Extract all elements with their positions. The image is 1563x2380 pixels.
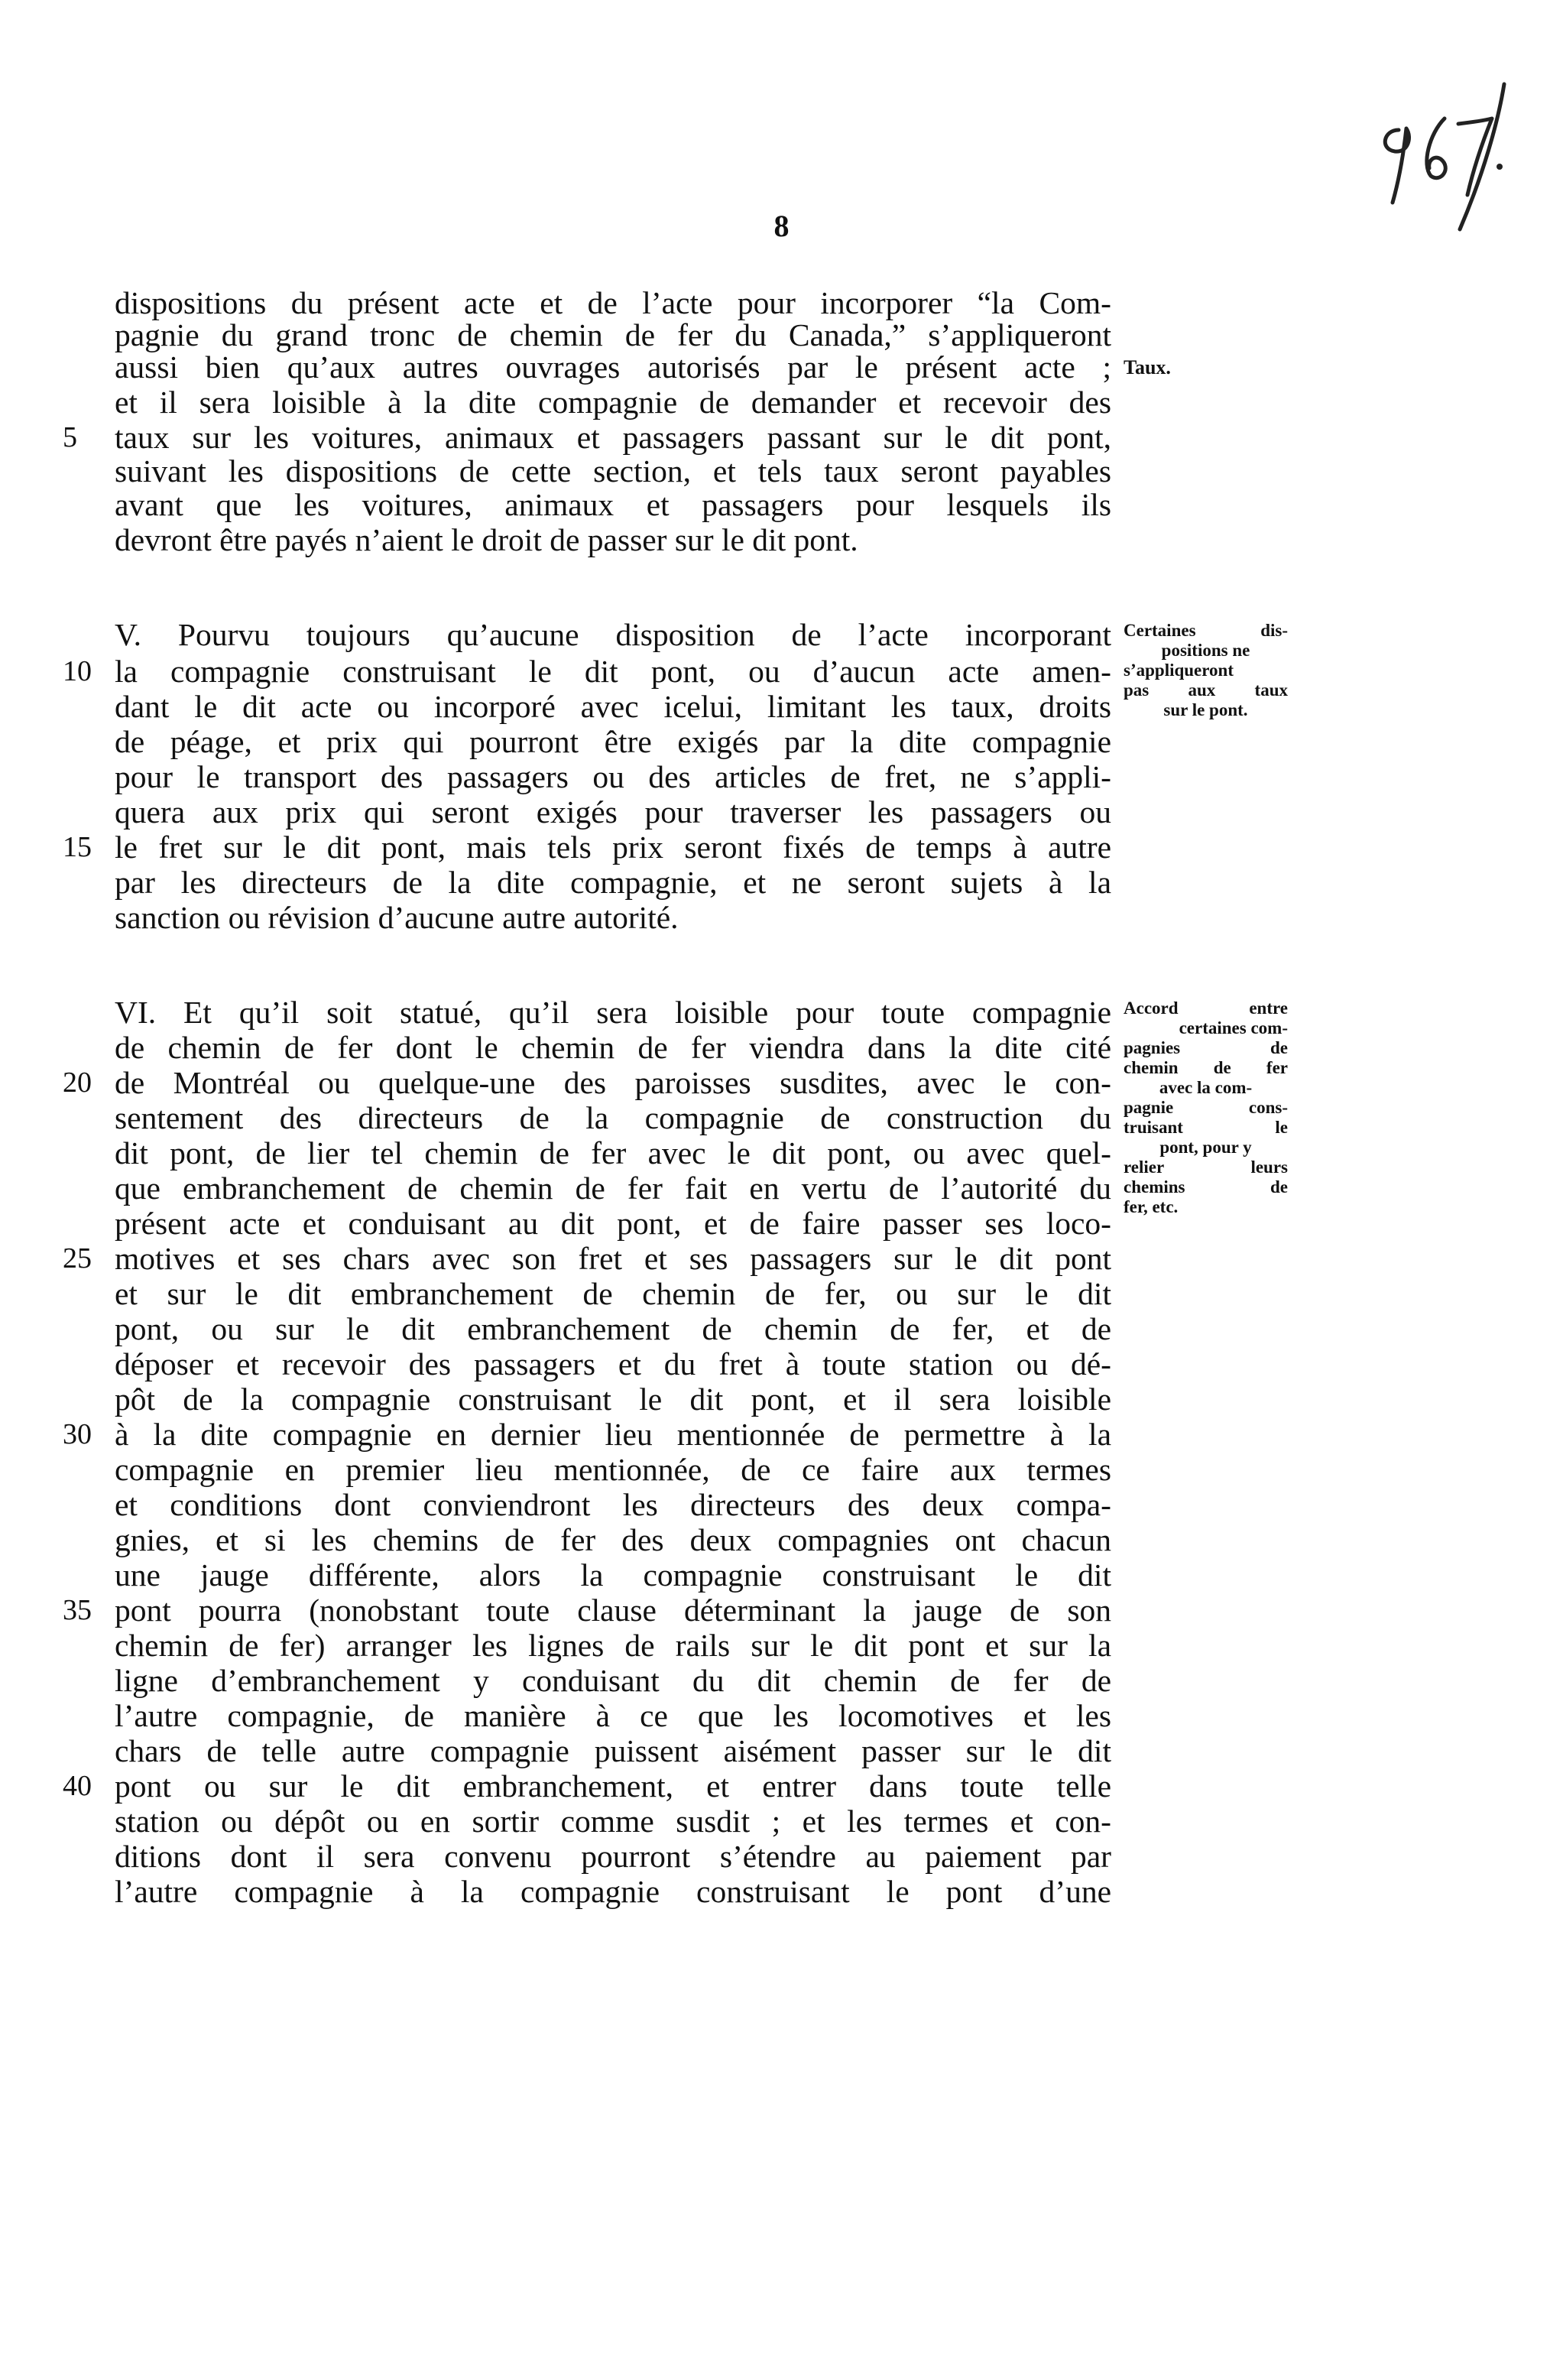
body-line: chemin de fer) arranger les lignes de rails sur le dit pont et sur la	[115, 1628, 1111, 1663]
body-line: pôt de la compagnie construisant le dit pont, et il sera loisible	[115, 1382, 1111, 1417]
body-line: que embranchement de chemin de fer fait en vertu de l’autorité du	[115, 1171, 1111, 1206]
margin-note-taux: Taux.	[1124, 356, 1171, 378]
handwritten-folio-number	[1368, 76, 1521, 237]
body-line: et sur le dit embranchement de chemin de fer, ou sur le dit	[115, 1276, 1111, 1311]
margin-note-line: Accord entre	[1124, 998, 1288, 1018]
body-line: la compagnie construisant le dit pont, ou d’aucun acte amen-	[115, 654, 1111, 689]
body-line: gnies, et si les chemins de fer des deux compagnies ont chacun	[115, 1522, 1111, 1557]
body-line: ligne d’embranchement y conduisant du dit chemin de fer de	[115, 1663, 1111, 1698]
body-line: devront être payés n’aient le droit de passer sur le dit pont.	[115, 522, 858, 557]
line-number: 25	[63, 1242, 92, 1274]
body-line: quera aux prix qui seront exigés pour traverser les passagers ou	[115, 794, 1111, 830]
margin-note-line: chemin de fer	[1124, 1058, 1288, 1077]
margin-note-line: pagnie cons-	[1124, 1098, 1288, 1117]
margin-note-line: positions ne	[1161, 641, 1250, 660]
margin-note-line: truisant le	[1124, 1118, 1288, 1137]
line-number: 10	[63, 655, 92, 687]
body-line: et conditions dont conviendront les directeurs des deux compa-	[115, 1487, 1111, 1522]
body-line: chars de telle autre compagnie puissent aisément passer sur le dit	[115, 1733, 1111, 1768]
body-line: l’autre compagnie à la compagnie construisant le pont d’une	[115, 1874, 1111, 1909]
handwritten-ink-icon	[1368, 76, 1521, 237]
body-line: dispositions du présent acte et de l’acte pour incorporer “la Com-	[115, 285, 1111, 320]
body-line: l’autre compagnie, de manière à ce que les locomotives et les	[115, 1698, 1111, 1733]
body-line: sentement des directeurs de la compagnie de construction du	[115, 1100, 1111, 1135]
margin-note-line: Certaines dis-	[1124, 621, 1288, 640]
margin-note-line: pagnies de	[1124, 1038, 1288, 1057]
margin-note-line: certaines com-	[1179, 1018, 1288, 1037]
body-line: de Montréal ou quelque-une des paroisses susdites, avec le con-	[115, 1065, 1111, 1100]
body-line: pour le transport des passagers ou des articles de fret, ne s’appli-	[115, 759, 1111, 794]
body-line: par les directeurs de la dite compagnie, et ne seront sujets à la	[115, 865, 1111, 900]
body-line: motives et ses chars avec son fret et ses passagers sur le dit pont	[115, 1241, 1111, 1276]
body-line: sanction ou révision d’aucune autre autorité.	[115, 900, 679, 935]
margin-note-line: relier leurs	[1124, 1158, 1288, 1177]
body-line: pont, ou sur le dit embranchement de chemin de fer, et de	[115, 1311, 1111, 1346]
body-line: et il sera loisible à la dite compagnie de demander et recevoir des	[115, 385, 1111, 420]
page-number: 8	[773, 209, 790, 243]
body-line: compagnie en premier lieu mentionnée, de ce faire aux termes	[115, 1452, 1111, 1487]
body-line: V. Pourvu toujours qu’aucune disposition de l’acte incorporant	[115, 617, 1111, 652]
body-line: à la dite compagnie en dernier lieu mentionnée de permettre à la	[115, 1417, 1111, 1452]
body-line: dant le dit acte ou incorporé avec icelui, limitant les taux, droits	[115, 689, 1111, 724]
margin-note-accord	[1124, 998, 1288, 1217]
line-number: 40	[63, 1770, 92, 1802]
margin-note-line: pont, pour y	[1159, 1138, 1252, 1157]
body-line: de péage, et prix qui pourront être exigés par la dite compagnie	[115, 724, 1111, 759]
line-number: 35	[63, 1594, 92, 1626]
margin-note-certaines-dispositions	[1124, 621, 1288, 720]
margin-note-line: chemins de	[1124, 1177, 1288, 1196]
body-line: dit pont, de lier tel chemin de fer avec le dit pont, ou avec quel-	[115, 1135, 1111, 1171]
margin-note-line: sur le pont.	[1163, 700, 1248, 719]
body-line: pagnie du grand tronc de chemin de fer du Canada,” s’appliqueront	[115, 317, 1111, 352]
line-number: 30	[63, 1418, 92, 1450]
body-line: aussi bien qu’aux autres ouvrages autorisés par le présent acte ;	[115, 349, 1111, 385]
line-number: 20	[63, 1067, 92, 1099]
body-line: le fret sur le dit pont, mais tels prix seront fixés de temps à autre	[115, 830, 1111, 865]
line-number: 15	[63, 831, 92, 863]
body-line: déposer et recevoir des passagers et du fret à toute station ou dé-	[115, 1346, 1111, 1382]
margin-note-line: s’appliqueront	[1124, 661, 1234, 680]
margin-note-line: avec la com-	[1159, 1078, 1253, 1097]
body-line: pont ou sur le dit embranchement, et entrer dans toute telle	[115, 1768, 1111, 1804]
body-line: une jauge différente, alors la compagnie construisant le dit	[115, 1557, 1111, 1593]
body-line: suivant les dispositions de cette section, et tels taux seront payables	[115, 453, 1111, 489]
body-line: taux sur les voitures, animaux et passagers passant sur le dit pont,	[115, 420, 1111, 455]
margin-note-line: fer, etc.	[1124, 1197, 1179, 1216]
margin-note-line: pas aux taux	[1124, 680, 1288, 700]
body-line: station ou dépôt ou en sortir comme susdit ; et les termes et con-	[115, 1804, 1111, 1839]
line-number: 5	[63, 421, 77, 453]
body-line: avant que les voitures, animaux et passagers pour lesquels ils	[115, 487, 1111, 522]
body-line: pont pourra (nonobstant toute clause déterminant la jauge de son	[115, 1593, 1111, 1628]
body-line: ditions dont il sera convenu pourront s’étendre au paiement par	[115, 1839, 1111, 1874]
body-line: VI. Et qu’il soit statué, qu’il sera loisible pour toute compagnie	[115, 995, 1111, 1030]
body-line: de chemin de fer dont le chemin de fer viendra dans la dite cité	[115, 1030, 1111, 1065]
body-line: présent acte et conduisant au dit pont, et de faire passer ses loco-	[115, 1206, 1111, 1241]
